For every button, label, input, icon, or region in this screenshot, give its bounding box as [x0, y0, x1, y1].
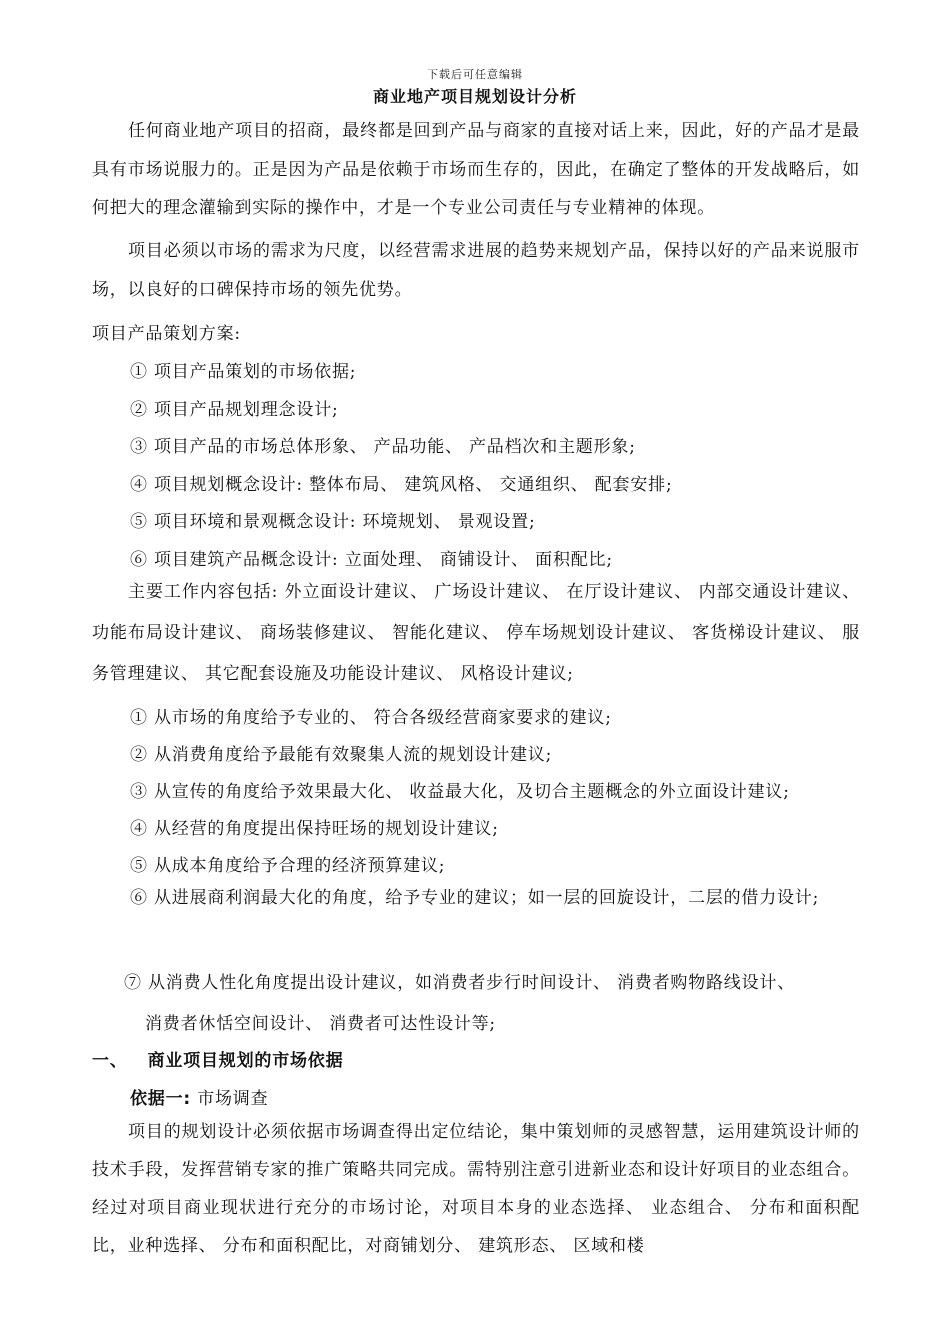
plan-item-1: ① 项目产品策划的市场依据;	[130, 362, 357, 382]
advice-item-2: ② 从消费角度给予最能有效聚集人流的规划设计建议;	[130, 745, 553, 765]
advice-item-7-line-2: 消费者休恬空间设计、 消费者可达性设计等;	[145, 1014, 496, 1034]
section-1-number: 一、	[92, 1051, 128, 1071]
advice-item-1: ① 从市场的角度给予专业的、 符合各级经营商家要求的建议;	[130, 708, 612, 728]
advice-item-6: ⑥ 从进展商利润最大化的角度，给予专业的建议；如一层的回旋设计，二层的借力设计;	[130, 888, 820, 908]
advice-item-3: ③ 从宣传的角度给予效果最大化、 收益最大化，及切合主题概念的外立面设计建议;	[130, 782, 790, 802]
intro-paragraph-2: 项目必须以市场的需求为尺度，以经营需求进展的趋势来规划产品，保持以好的产品来说服市场，以良好的口碑保持市场的领先优势。	[92, 241, 860, 300]
advice-item-4: ④ 从经营的角度提出保持旺场的规划设计建议;	[130, 819, 499, 839]
advice-item-7-line-1: ⑦ 从消费人性化角度提出设计建议，如消费者步行时间设计、 消费者购物路线设计、	[124, 973, 796, 993]
basis-1-label: 依据一:	[130, 1089, 191, 1109]
header-note: 下载后可任意编辑	[427, 68, 523, 81]
plan-item-6: ⑥ 项目建筑产品概念设计: 立面处理、 商铺设计、 面积配比;	[130, 550, 613, 570]
advice-item-5: ⑤ 从成本角度给予合理的经济预算建议;	[130, 856, 446, 876]
plan-item-3: ③ 项目产品的市场总体形象、 产品功能、 产品档次和主题形象;	[130, 437, 636, 457]
section-1-title: 商业项目规划的市场依据	[147, 1051, 344, 1071]
plan-item-2: ② 项目产品规划理念设计;	[130, 400, 339, 420]
intro-paragraph-1: 任何商业地产项目的招商，最终都是回到产品与商家的直接对话上来，因此，好的产品才是最具有市场说服力的。正是因为产品是依赖于市场而生存的，因此，在确定了整体的开发战略后，如何把大的理念灌输到实际的操作中，才是一个专业公司责任与专业精神的体现。	[92, 121, 860, 218]
plan-heading: 项目产品策划方案:	[92, 324, 241, 344]
document-title: 商业地产项目规划设计分析	[372, 87, 577, 106]
section-1-heading	[92, 1046, 343, 1071]
work-content-paragraph: 主要工作内容包括: 外立面设计建议、 广场设计建议、 在厅设计建议、 内部交通设计建议、 功能布局设计建议、 商场装修建议、 智能化建议、 停车场规划设计建议、 客货梯设计建议、 服务管理建议、 其它配套设施及功能设计建议、 风格设计建议;	[92, 582, 860, 684]
plan-item-5: ⑤ 项目环境和景观概念设计: 环境规划、 景观设置;	[130, 512, 536, 532]
basis-1-text: 市场调查	[191, 1089, 269, 1109]
plan-item-4: ④ 项目规划概念设计: 整体布局、 建筑风格、 交通组织、 配套安排;	[130, 475, 673, 495]
basis-1-paragraph: 项目的规划设计必须依据市场调查得出定位结论，集中策划师的灵感智慧，运用建筑设计师的技术手段，发挥营销专家的推广策略共同完成。需特别注意引进新业态和设计好项目的业态组合。经过对项目商业现状进行充分的市场讨论，对项目本身的业态选择、 业态组合、 分布和面积配比，业种选择、 分布和面积配比，对商铺划分、 建筑形态、 区域和楼	[92, 1122, 860, 1256]
basis-1-heading	[130, 1084, 268, 1109]
